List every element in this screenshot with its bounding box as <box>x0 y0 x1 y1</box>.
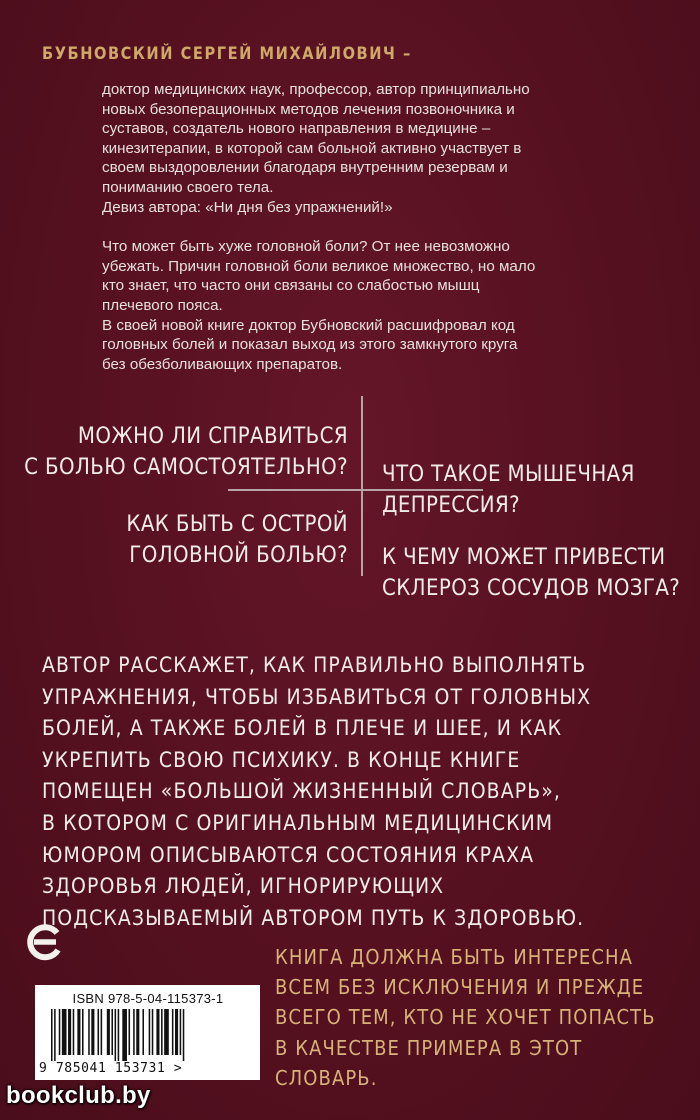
description-line: АВТОР РАССКАЖЕТ, КАК ПРАВИЛЬНО ВЫПОЛНЯТЬ <box>42 653 587 677</box>
closing-line: ВСЕМ БЕЗ ИСКЛЮЧЕНИЯ И ПРЕЖДЕ <box>275 975 645 1000</box>
barcode-panel <box>35 985 260 1080</box>
question-line: СКЛЕРОЗ СОСУДОВ МОЗГА? <box>382 576 681 601</box>
bio-line: пониманию своего тела. <box>102 178 274 196</box>
question-line: ГОЛОВНОЙ БОЛЬЮ? <box>129 543 348 568</box>
book-description <box>42 650 618 934</box>
eksmo-e-logo-icon <box>22 920 66 964</box>
description-line: УКРЕПИТЬ СВОЮ ПСИХИКУ. В КОНЦЕ КНИГЕ <box>42 747 521 772</box>
closing-line: КНИГА ДОЛЖНА БЫТЬ ИНТЕРЕСНА <box>275 945 633 969</box>
intro-line: без обезболивающих препаратов. <box>102 355 343 373</box>
intro-line: В своей новой книге доктор Бубновский расшифровал код <box>102 316 515 334</box>
bio-line: своем выздоровлении благодаря внутренним резервам и <box>102 159 508 177</box>
watermark-site: bookclub.by <box>6 1082 151 1109</box>
question-line: К ЧЕМУ МОЖЕТ ПРИВЕСТИ <box>382 545 666 570</box>
closing-statement <box>275 942 662 1093</box>
intro-line: плечевого пояса. <box>102 296 223 314</box>
description-line: УПРАЖНЕНИЯ, ЧТОБЫ ИЗБАВИТЬСЯ ОТ ГОЛОВНЫХ <box>42 684 592 709</box>
description-line: В КОТОРОМ С ОРИГИНАЛЬНЫМ МЕДИЦИНСКИМ <box>42 810 554 835</box>
author-motto: Девиз автора: «Ни дня без упражнений!» <box>102 198 393 216</box>
closing-line: ВСЕГО ТЕМ, КТО НЕ ХОЧЕТ ПОПАСТЬ <box>275 1005 656 1030</box>
closing-line: В КАЧЕСТВЕ ПРИМЕРА В ЭТОТ <box>275 1035 583 1060</box>
question-bottom-right <box>382 542 680 604</box>
question-line: ЧТО ТАКОЕ МЫШЕЧНАЯ <box>382 462 635 487</box>
question-line: ДЕПРЕССИЯ? <box>382 493 521 518</box>
isbn-label: ISBN 978-5-04-115373-1 <box>72 991 224 1006</box>
description-line: ЗДОРОВЬЯ ЛЮДЕЙ, ИГНОРИРУЮЩИХ <box>42 874 445 899</box>
barcode-bars <box>49 1009 247 1061</box>
intro-line: убежать. Причин головной боли великое множество, но мало <box>102 257 536 275</box>
closing-line: СЛОВАРЬ. <box>275 1065 378 1090</box>
description-line: БОЛЕЙ, А ТАКЖЕ БОЛЕЙ В ПЛЕЧЕ И ШЕЕ, И КАК <box>42 716 563 741</box>
question-line: С БОЛЬЮ САМОСТОЯТЕЛЬНО? <box>24 455 348 480</box>
question-bottom-left <box>126 509 348 571</box>
description-line: ПОМЕЩЕН «БОЛЬШОЙ ЖИЗНЕННЫЙ СЛОВАРЬ», <box>42 779 562 804</box>
intro-line: кто знает, что часто они связаны со слабостью мышц <box>102 277 480 295</box>
question-top-right <box>382 459 635 521</box>
question-line: МОЖНО ЛИ СПРАВИТЬСЯ <box>77 424 348 449</box>
bio-line: суставов, создатель нового направления в медицине – <box>102 120 491 138</box>
barcode-digits: 9 785041 153731 > <box>39 1061 183 1076</box>
author-bio <box>102 80 602 374</box>
description-line: ПОДСКАЗЫВАЕМЫЙ АВТОРОМ ПУТЬ К ЗДОРОВЬЮ. <box>42 905 585 930</box>
bio-line: доктор медицинских наук, профессор, автор принципиально <box>102 81 530 98</box>
intro-line: головных болей и показал выход из этого замкнутого круга <box>102 336 518 354</box>
description-line: ЮМОРОМ ОПИСЫВАЮТСЯ СОСТОЯНИЯ КРАХА <box>42 842 535 867</box>
question-line: КАК БЫТЬ С ОСТРОЙ <box>126 512 348 537</box>
bio-line: кинезитерапии, в которой сам больной активно участвует в <box>102 139 522 157</box>
author-name: БУБНОВСКИЙ СЕРГЕЙ МИХАЙЛОВИЧ – <box>42 44 412 64</box>
intro-line: Что может быть хуже головной боли? От нее невозможно <box>102 238 510 256</box>
questions-divider-vertical <box>361 396 363 576</box>
bio-line: новых безоперационных методов лечения позвоночника и <box>102 100 515 118</box>
question-top-left <box>24 421 348 483</box>
